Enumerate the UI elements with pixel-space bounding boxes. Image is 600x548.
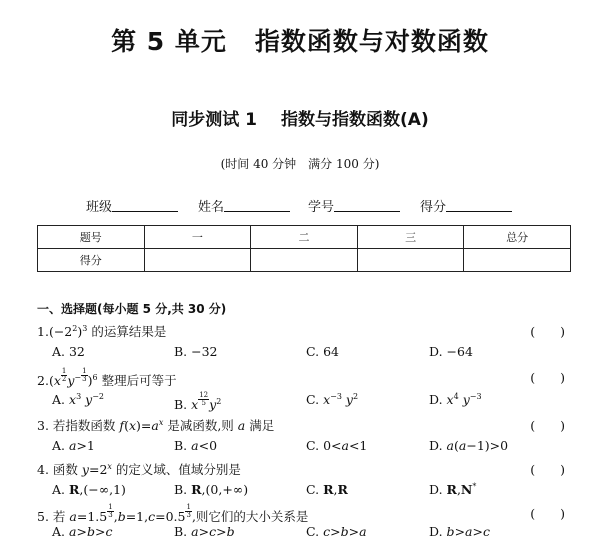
- unit-title: [0, 22, 600, 58]
- score-table-header-cell: 一: [144, 226, 251, 249]
- question-number: 3.: [37, 418, 49, 433]
- class-field[interactable]: [86, 196, 178, 215]
- question-stem: 的运算结果是: [91, 324, 167, 339]
- option-a[interactable]: A. a>b>c: [52, 524, 113, 539]
- option-d[interactable]: D. $x^4$ $y^{-3}$: [429, 391, 482, 407]
- name-blank[interactable]: [224, 199, 290, 212]
- option-d[interactable]: D. −64: [429, 344, 473, 359]
- question-number: 5.: [37, 509, 49, 524]
- option-b[interactable]: B. x $\frac{12}{5}$ $y^2$: [174, 391, 222, 412]
- question-number: 1.: [37, 324, 49, 339]
- option-b[interactable]: B. R,(0,+∞): [174, 482, 249, 497]
- id-blank[interactable]: [334, 199, 400, 212]
- question-stem-3: 满足: [249, 418, 275, 433]
- question-stem: 若指数函数: [52, 418, 116, 433]
- answer-paren[interactable]: ( ): [530, 462, 565, 477]
- score-cell[interactable]: [464, 249, 571, 272]
- unit-label: 第 5 单元: [111, 27, 227, 56]
- question-4: 4. 函数 $y=2^x$ 的定义域、值域分别是 ( ): [37, 461, 565, 477]
- score-table-header-row: [38, 226, 571, 249]
- score-table-header-cell: 总分: [464, 226, 571, 249]
- score-cell[interactable]: [144, 249, 251, 272]
- option-a[interactable]: A. a>1: [52, 438, 95, 453]
- score-table-header-cell: 二: [251, 226, 358, 249]
- score-row-label: 得分: [38, 249, 145, 272]
- option-b[interactable]: B. a>c>b: [174, 524, 235, 539]
- option-c[interactable]: C. R,R: [306, 482, 348, 497]
- question-stem: 若: [52, 509, 66, 524]
- test-name: 指数与指数函数(A): [281, 110, 429, 130]
- class-blank[interactable]: [112, 199, 178, 212]
- question-number: 4.: [37, 462, 49, 477]
- score-blank[interactable]: [446, 199, 512, 212]
- option-a[interactable]: A. R,(−∞,1): [52, 482, 126, 497]
- option-a[interactable]: A. $x^3$ $y^{-2}$: [52, 391, 104, 407]
- question-stem: 函数: [52, 462, 78, 477]
- answer-paren[interactable]: ( ): [530, 506, 565, 521]
- section-title: 一、选择题(每小题 5 分,共 30 分): [37, 302, 227, 316]
- option-d[interactable]: D. a(a−1)>0: [429, 438, 509, 453]
- question-stem: 整理后可等于: [101, 373, 177, 388]
- option-d[interactable]: D. b>a>c: [429, 524, 490, 539]
- answer-paren[interactable]: ( ): [530, 370, 565, 385]
- answer-paren[interactable]: ( ): [530, 324, 565, 339]
- name-field[interactable]: [198, 196, 290, 215]
- score-table-header-cell: 题号: [38, 226, 145, 249]
- id-field[interactable]: [308, 196, 400, 215]
- unit-name: 指数函数与对数函数: [254, 27, 489, 56]
- option-d[interactable]: D. R,N*: [429, 481, 477, 497]
- question-stem-2: 是减函数,则: [167, 418, 234, 433]
- option-b[interactable]: B. −32: [174, 344, 218, 359]
- score-cell[interactable]: [357, 249, 464, 272]
- option-c[interactable]: C. $x^{-3}$ $y^2$: [306, 391, 359, 407]
- time-note: (时间 40 分钟 满分 100 分): [220, 157, 380, 171]
- question-5: 5. 若 a=1.5 $\frac{1}{3}$ ,b=1,c=0.5 $\frac{1}{3}$ ,则它们的大小关系是 ( ): [37, 503, 565, 524]
- option-c[interactable]: C. 0<a<1: [306, 438, 368, 453]
- test-label: 同步测试 1: [171, 110, 258, 130]
- question-1: $1.(-2^2)^3$ 的运算结果是 ( ): [37, 323, 565, 339]
- score-label: 得分: [420, 200, 447, 215]
- test-title: [0, 105, 600, 130]
- option-c[interactable]: C. c>b>a: [306, 524, 367, 539]
- answer-paren[interactable]: ( ): [530, 418, 565, 433]
- question-stem-2: 的定义域、值域分别是: [115, 462, 241, 477]
- score-table-header-cell: 三: [357, 226, 464, 249]
- score-cell[interactable]: [251, 249, 358, 272]
- name-label: 姓名: [198, 200, 225, 215]
- question-2: 2.(x $\frac{1}{2}$ y− $\frac{1}{3}$ )$^6$ 整理后可等于 ( ): [37, 367, 565, 388]
- option-b[interactable]: B. a<0: [174, 438, 218, 453]
- score-table: [37, 225, 571, 272]
- score-field[interactable]: [420, 196, 512, 215]
- question-stem-2: ,则它们的大小关系是: [191, 509, 309, 524]
- class-label: 班级: [86, 200, 113, 215]
- id-label: 学号: [308, 200, 335, 215]
- question-number: 2.: [37, 373, 49, 388]
- question-3: 3. 若指数函数 $f(x)=a^x$ 是减函数,则 a 满足 ( ): [37, 417, 565, 433]
- option-c[interactable]: C. 64: [306, 344, 339, 359]
- option-a[interactable]: A. 32: [52, 344, 85, 359]
- score-table-score-row: [38, 249, 571, 272]
